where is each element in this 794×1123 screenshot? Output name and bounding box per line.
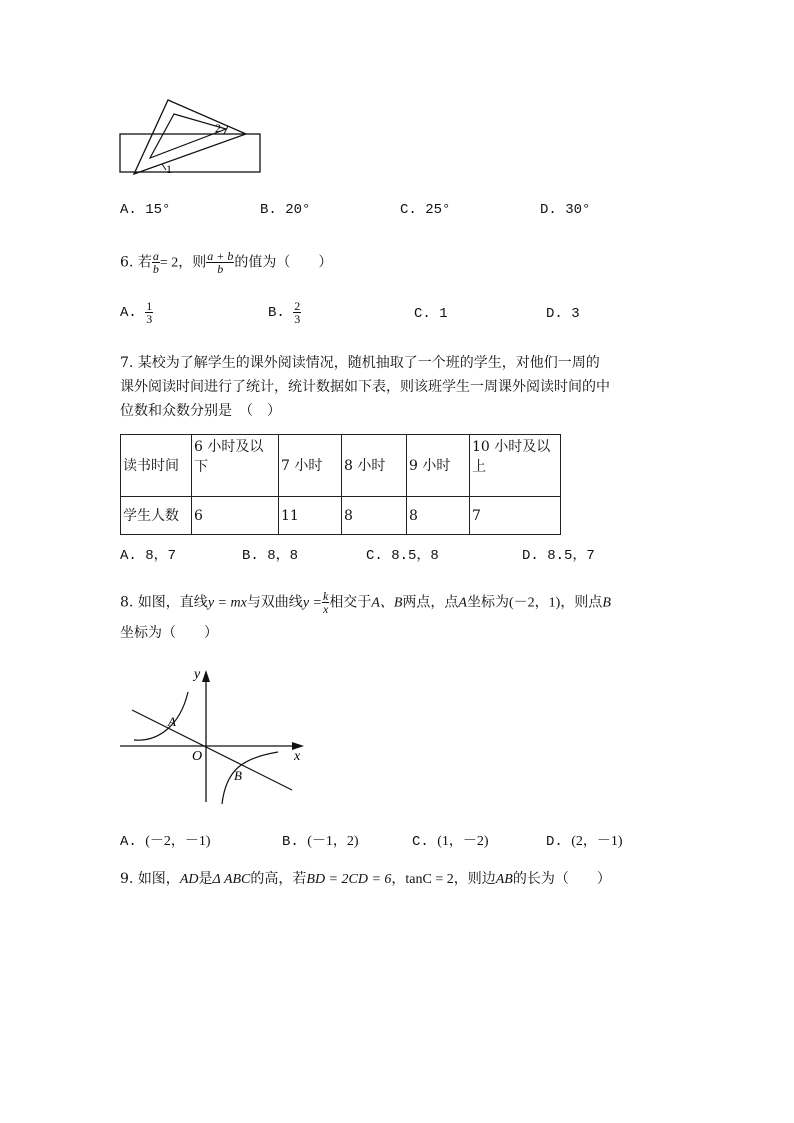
angle-label-2: 2 (215, 121, 221, 135)
hyperbola-line-graph (118, 664, 308, 806)
table-cell: 8 (407, 497, 470, 535)
q8-option-letter: C. (412, 834, 429, 850)
hyperbola-branch-upper-left (134, 692, 188, 740)
q6-text-1: 若 (137, 254, 152, 271)
table-cell: 学生人数 (121, 497, 192, 535)
q8-point-a: A (458, 595, 467, 611)
q8-option-value: (1，－2) (437, 834, 489, 849)
q6-option-a-letter: A. (120, 305, 137, 322)
q9-text-5: ，则边 (453, 871, 496, 887)
q6-option-b[interactable] (268, 300, 301, 325)
q9-condition-1: BD = 2CD = 6 (306, 872, 392, 887)
q8-option-value: (2，－1) (571, 834, 623, 849)
q8-number: 8. (120, 594, 134, 611)
q6-option-b-letter: B. (268, 305, 285, 322)
q8-line-equation: y = mx (207, 595, 247, 611)
table-row (121, 497, 561, 535)
table-cell: 8 (342, 497, 407, 535)
table-cell: 6 小时及以下 (192, 435, 279, 497)
q8-option-letter: A. (120, 834, 137, 850)
q8-text-4: 两点，点 (402, 594, 459, 611)
frac-numerator: k (322, 589, 329, 603)
point-b-label: B (234, 768, 242, 783)
q8-points: A、B (371, 595, 403, 611)
q6-fraction-a-over-b (152, 250, 160, 275)
q8-option-value: (－1，2) (307, 834, 359, 849)
ruler-rect (120, 134, 260, 172)
frac-denominator: b (152, 262, 159, 276)
q6-question (120, 250, 332, 275)
q6-option-d[interactable]: D. 3 (546, 306, 580, 322)
q8-text-3: 相交于 (329, 594, 372, 611)
q5-option-d[interactable]: D. 30° (540, 202, 591, 218)
q8-option-value: (－2，－1) (145, 834, 211, 849)
angle-label-1: 1 (166, 162, 172, 176)
frac-denominator: 3 (146, 312, 153, 326)
x-axis-label: x (294, 749, 301, 764)
q8-line-1 (120, 590, 611, 615)
q9-text-1: 如图， (137, 871, 180, 887)
q8-coordinate: (－2，1) (508, 595, 561, 611)
y-axis-label: y (194, 667, 201, 682)
q6-option-a[interactable] (120, 300, 153, 325)
q9-triangle: Δ ABC (212, 872, 251, 887)
y-axis-arrow (202, 670, 210, 682)
q9-question (120, 868, 611, 891)
table-cell: 8 小时 (342, 435, 407, 497)
line-y-mx (132, 710, 292, 790)
q9-segment-ab: AB (495, 872, 513, 887)
q6-text-2: ，则 (178, 254, 207, 271)
table-cell: 9 小时 (407, 435, 470, 497)
frac-numerator: 1 (146, 299, 153, 313)
q9-segment-ad: AD (179, 872, 199, 887)
q6-option-c[interactable]: C. 1 (414, 306, 448, 322)
q7-option-c[interactable]: C. 8.5，8 (366, 548, 439, 564)
table-cell: 6 (192, 497, 279, 535)
q7-option-a[interactable]: A. 8，7 (120, 548, 177, 564)
frac-numerator: a (152, 249, 159, 263)
set-square-outer (134, 100, 246, 174)
table-cell: 7 (470, 497, 561, 535)
q7-option-b[interactable]: B. 8，8 (242, 548, 299, 564)
q9-number: 9. (120, 871, 134, 887)
q9-text-3: 的高，若 (250, 871, 307, 887)
q5-option-a[interactable]: A. 15° (120, 202, 171, 218)
q8-line-2: 坐标为（ ） (120, 625, 218, 641)
reading-time-table (120, 434, 561, 535)
point-a-label: A (168, 714, 176, 729)
q6-fraction-a-plus-b-over-b (206, 250, 234, 275)
table-cell: 10 小时及以上 (470, 435, 561, 497)
table-cell: 7 小时 (279, 435, 342, 497)
q8-curve-lhs: y = (302, 595, 322, 611)
q8-text-6: ，则点 (560, 594, 603, 611)
q5-option-b[interactable]: B. 20° (260, 202, 311, 218)
q8-text-1: 如图，直线 (137, 594, 208, 611)
q6-equals: = 2 (159, 255, 179, 271)
q6-number: 6. (120, 254, 134, 271)
q8-point-b: B (602, 595, 611, 611)
q8-option-c[interactable] (412, 830, 489, 850)
q7-line-3: 位数和众数分别是 （ ） (120, 403, 281, 419)
table-header-row (121, 435, 561, 497)
q7-line-2: 课外阅读时间进行了统计，统计数据如下表，则该班学生一周课外阅读时间的中 (120, 379, 610, 395)
table-cell: 11 (279, 497, 342, 535)
triangle-ruler-figure (118, 96, 268, 178)
frac-numerator: 2 (294, 299, 301, 313)
frac-denominator: x (322, 602, 329, 616)
q9-text-6: 的长为（ ） (512, 871, 611, 887)
q9-text-2: 是 (198, 871, 213, 887)
q9-condition-2: tanC = 2 (405, 872, 454, 887)
q6-option-a-fraction (145, 300, 153, 325)
q6-text-3: 的值为（ ） (234, 254, 333, 271)
frac-denominator: b (217, 262, 224, 276)
q8-option-b[interactable] (282, 830, 359, 850)
q7-line-1: 7. 某校为了解学生的课外阅读情况，随机抽取了一个班的学生，对他们一周的 (120, 355, 600, 371)
table-cell: 读书时间 (121, 435, 192, 497)
q9-text-4: ， (391, 871, 406, 887)
q8-option-letter: B. (282, 834, 299, 850)
q8-option-letter: D. (546, 834, 563, 850)
frac-numerator: a + b (207, 249, 234, 263)
q7-option-d[interactable]: D. 8.5，7 (522, 548, 595, 564)
q8-text-5: 坐标为 (466, 594, 509, 611)
q6-option-b-fraction (293, 300, 301, 325)
q8-option-a[interactable] (120, 830, 211, 850)
q8-option-d[interactable] (546, 830, 623, 850)
q5-option-c[interactable]: C. 25° (400, 202, 451, 218)
q8-text-2: 与双曲线 (246, 594, 303, 611)
origin-label: O (192, 749, 203, 764)
frac-denominator: 3 (294, 312, 301, 326)
